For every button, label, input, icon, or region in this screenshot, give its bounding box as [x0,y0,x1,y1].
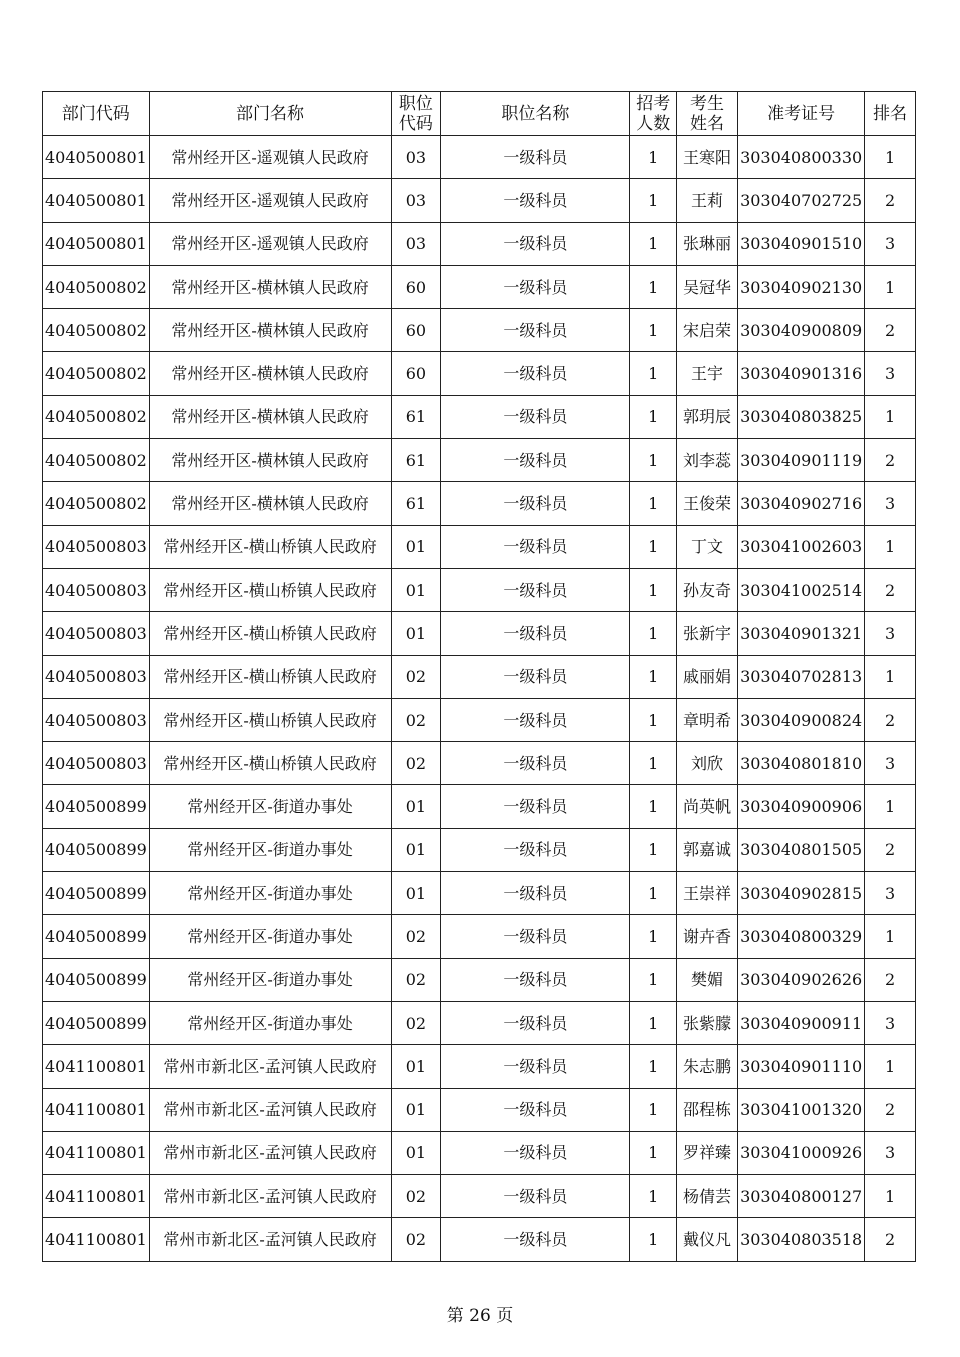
table-row [43,1218,916,1261]
cell-dept-code: 4040500803 [43,698,150,741]
cell-exam-no: 303040902815 [738,872,865,915]
cell-position-name: 一级科员 [441,1045,630,1088]
cell-position-name: 一级科员 [441,309,630,352]
table-row [43,742,916,785]
cell-position-name: 一级科员 [441,482,630,525]
cell-position-name: 一级科员 [441,568,630,611]
header-position-name: 职位名称 [441,92,630,136]
cell-position-name: 一级科员 [441,915,630,958]
cell-rank: 3 [865,612,916,655]
cell-position-code: 01 [391,785,441,828]
header-position-code-line1: 职位 [398,93,433,114]
cell-dept-code: 4040500899 [43,958,150,1001]
table-row [43,698,916,741]
cell-position-name: 一级科员 [441,698,630,741]
cell-position-name: 一级科员 [441,1218,630,1261]
cell-dept-name: 常州经开区-遥观镇人民政府 [149,222,391,265]
header-candidate-name [677,92,738,136]
cell-quota: 1 [630,525,677,568]
cell-position-code: 61 [391,482,441,525]
cell-candidate-name: 樊媚 [677,958,738,1001]
cell-dept-name: 常州经开区-横山桥镇人民政府 [149,612,391,655]
cell-rank: 3 [865,872,916,915]
cell-quota: 1 [630,352,677,395]
cell-position-code: 01 [391,1088,441,1131]
cell-dept-code: 4040500802 [43,482,150,525]
cell-dept-name: 常州市新北区-孟河镇人民政府 [149,1175,391,1218]
cell-candidate-name: 王俊荣 [677,482,738,525]
table-row [43,136,916,179]
table-row [43,568,916,611]
table-row [43,958,916,1001]
cell-exam-no: 303040803518 [738,1218,865,1261]
cell-rank: 2 [865,1088,916,1131]
cell-exam-no: 303040800329 [738,915,865,958]
cell-rank: 1 [865,785,916,828]
cell-exam-no: 303040901119 [738,439,865,482]
cell-exam-no: 303040801505 [738,828,865,871]
cell-position-name: 一级科员 [441,1001,630,1044]
cell-dept-name: 常州经开区-横山桥镇人民政府 [149,698,391,741]
cell-candidate-name: 张紫朦 [677,1001,738,1044]
cell-position-name: 一级科员 [441,352,630,395]
cell-quota: 1 [630,1045,677,1088]
results-table [42,91,916,1262]
cell-exam-no: 303040902626 [738,958,865,1001]
cell-quota: 1 [630,309,677,352]
cell-dept-name: 常州经开区-横林镇人民政府 [149,482,391,525]
cell-exam-no: 303041000926 [738,1131,865,1174]
cell-position-code: 03 [391,136,441,179]
cell-exam-no: 303040901316 [738,352,865,395]
cell-dept-code: 4040500802 [43,352,150,395]
header-candidate-name-line2: 姓名 [690,113,725,134]
header-quota [630,92,677,136]
cell-rank: 2 [865,179,916,222]
cell-position-code: 02 [391,1175,441,1218]
cell-candidate-name: 张新宇 [677,612,738,655]
cell-candidate-name: 章明希 [677,698,738,741]
cell-position-code: 03 [391,222,441,265]
cell-rank: 3 [865,352,916,395]
cell-position-code: 01 [391,1045,441,1088]
cell-position-name: 一级科员 [441,1175,630,1218]
cell-position-code: 60 [391,265,441,308]
cell-dept-name: 常州经开区-遥观镇人民政府 [149,179,391,222]
cell-dept-code: 4040500801 [43,179,150,222]
cell-rank: 2 [865,828,916,871]
table-row [43,482,916,525]
table-row [43,828,916,871]
cell-position-name: 一级科员 [441,136,630,179]
cell-dept-code: 4040500801 [43,136,150,179]
cell-exam-no: 303040901510 [738,222,865,265]
header-dept-name: 部门名称 [149,92,391,136]
cell-position-name: 一级科员 [441,439,630,482]
cell-position-code: 01 [391,525,441,568]
cell-position-name: 一级科员 [441,1131,630,1174]
cell-position-code: 02 [391,958,441,1001]
cell-quota: 1 [630,439,677,482]
cell-exam-no: 303040900906 [738,785,865,828]
cell-quota: 1 [630,698,677,741]
cell-candidate-name: 邵程栋 [677,1088,738,1131]
table-row [43,525,916,568]
table-row [43,395,916,438]
cell-quota: 1 [630,482,677,525]
cell-candidate-name: 戚丽娟 [677,655,738,698]
cell-position-name: 一级科员 [441,655,630,698]
cell-dept-code: 4041100801 [43,1045,150,1088]
cell-position-code: 01 [391,568,441,611]
cell-rank: 2 [865,958,916,1001]
cell-position-code: 02 [391,698,441,741]
cell-dept-code: 4041100801 [43,1175,150,1218]
cell-position-code: 01 [391,1131,441,1174]
cell-rank: 3 [865,1131,916,1174]
cell-exam-no: 303040900911 [738,1001,865,1044]
cell-exam-no: 303040900824 [738,698,865,741]
page-number: 第 26 页 [446,1306,514,1326]
cell-dept-name: 常州市新北区-孟河镇人民政府 [149,1131,391,1174]
cell-quota: 1 [630,265,677,308]
cell-quota: 1 [630,785,677,828]
cell-candidate-name: 刘李蕊 [677,439,738,482]
cell-exam-no: 303040803825 [738,395,865,438]
table-row [43,1045,916,1088]
cell-position-code: 01 [391,828,441,871]
cell-candidate-name: 吴冠华 [677,265,738,308]
cell-rank: 2 [865,309,916,352]
cell-quota: 1 [630,179,677,222]
table-row [43,352,916,395]
table-row [43,179,916,222]
cell-exam-no: 303040800330 [738,136,865,179]
cell-candidate-name: 尚英帆 [677,785,738,828]
cell-quota: 1 [630,612,677,655]
cell-rank: 1 [865,395,916,438]
cell-candidate-name: 王宇 [677,352,738,395]
cell-dept-code: 4040500899 [43,915,150,958]
table-row [43,222,916,265]
cell-dept-name: 常州经开区-街道办事处 [149,872,391,915]
cell-dept-name: 常州市新北区-孟河镇人民政府 [149,1218,391,1261]
cell-position-name: 一级科员 [441,395,630,438]
cell-candidate-name: 王莉 [677,179,738,222]
cell-candidate-name: 孙友奇 [677,568,738,611]
header-quota-line2: 人数 [636,113,671,134]
cell-quota: 1 [630,136,677,179]
cell-candidate-name: 戴仪凡 [677,1218,738,1261]
cell-candidate-name: 郭玥辰 [677,395,738,438]
cell-candidate-name: 谢卉香 [677,915,738,958]
table-row [43,915,916,958]
table-body [43,136,916,1262]
cell-rank: 1 [865,265,916,308]
cell-exam-no: 303040702813 [738,655,865,698]
cell-quota: 1 [630,568,677,611]
table-row [43,872,916,915]
cell-candidate-name: 宋启荣 [677,309,738,352]
cell-position-name: 一级科员 [441,1088,630,1131]
cell-candidate-name: 王崇祥 [677,872,738,915]
header-rank: 排名 [865,92,916,136]
cell-quota: 1 [630,742,677,785]
cell-position-name: 一级科员 [441,222,630,265]
cell-dept-name: 常州经开区-街道办事处 [149,785,391,828]
cell-rank: 1 [865,525,916,568]
cell-quota: 1 [630,655,677,698]
cell-dept-code: 4040500802 [43,439,150,482]
cell-dept-code: 4040500802 [43,309,150,352]
cell-dept-name: 常州市新北区-孟河镇人民政府 [149,1045,391,1088]
cell-candidate-name: 郭嘉诚 [677,828,738,871]
cell-dept-name: 常州经开区-街道办事处 [149,915,391,958]
header-row [43,92,916,136]
cell-dept-name: 常州经开区-横林镇人民政府 [149,265,391,308]
cell-quota: 1 [630,395,677,438]
cell-position-name: 一级科员 [441,179,630,222]
cell-dept-code: 4040500899 [43,1001,150,1044]
cell-quota: 1 [630,958,677,1001]
cell-candidate-name: 罗祥臻 [677,1131,738,1174]
header-quota-line1: 招考 [636,93,671,114]
cell-dept-code: 4040500801 [43,222,150,265]
cell-exam-no: 303040901321 [738,612,865,655]
cell-exam-no: 303040902716 [738,482,865,525]
cell-position-code: 01 [391,872,441,915]
cell-exam-no: 303040702725 [738,179,865,222]
cell-rank: 2 [865,568,916,611]
cell-candidate-name: 张琳丽 [677,222,738,265]
header-position-code [391,92,441,136]
cell-quota: 1 [630,915,677,958]
header-position-code-line2: 代码 [398,113,433,134]
cell-position-name: 一级科员 [441,265,630,308]
cell-position-code: 02 [391,742,441,785]
table-row [43,1175,916,1218]
cell-dept-name: 常州经开区-街道办事处 [149,1001,391,1044]
cell-quota: 1 [630,1131,677,1174]
cell-position-code: 03 [391,179,441,222]
cell-rank: 3 [865,222,916,265]
cell-rank: 3 [865,1001,916,1044]
cell-position-name: 一级科员 [441,612,630,655]
cell-dept-code: 4041100801 [43,1131,150,1174]
cell-quota: 1 [630,872,677,915]
header-dept-code: 部门代码 [43,92,150,136]
cell-quota: 1 [630,1088,677,1131]
cell-dept-name: 常州经开区-横山桥镇人民政府 [149,742,391,785]
cell-quota: 1 [630,828,677,871]
cell-dept-code: 4040500899 [43,828,150,871]
cell-rank: 3 [865,482,916,525]
cell-position-code: 02 [391,1001,441,1044]
cell-position-code: 01 [391,612,441,655]
cell-dept-name: 常州经开区-横林镇人民政府 [149,352,391,395]
cell-quota: 1 [630,1001,677,1044]
cell-rank: 2 [865,439,916,482]
table-row [43,785,916,828]
cell-position-code: 60 [391,309,441,352]
cell-dept-code: 4040500803 [43,525,150,568]
cell-rank: 3 [865,742,916,785]
cell-position-code: 60 [391,352,441,395]
cell-dept-name: 常州经开区-横林镇人民政府 [149,439,391,482]
table-row [43,265,916,308]
cell-rank: 1 [865,655,916,698]
cell-rank: 1 [865,915,916,958]
cell-dept-name: 常州经开区-横山桥镇人民政府 [149,655,391,698]
cell-dept-code: 4040500803 [43,655,150,698]
cell-exam-no: 303040900809 [738,309,865,352]
cell-exam-no: 303040800127 [738,1175,865,1218]
cell-position-name: 一级科员 [441,785,630,828]
cell-dept-code: 4041100801 [43,1088,150,1131]
cell-quota: 1 [630,1218,677,1261]
cell-quota: 1 [630,222,677,265]
cell-candidate-name: 朱志鹏 [677,1045,738,1088]
cell-position-name: 一级科员 [441,525,630,568]
cell-rank: 2 [865,1218,916,1261]
cell-position-code: 02 [391,655,441,698]
cell-exam-no: 303040801810 [738,742,865,785]
cell-exam-no: 303040902130 [738,265,865,308]
cell-rank: 1 [865,1045,916,1088]
cell-dept-code: 4040500899 [43,872,150,915]
header-candidate-name-line1: 考生 [690,93,725,114]
table-row [43,439,916,482]
cell-dept-name: 常州经开区-街道办事处 [149,828,391,871]
cell-dept-name: 常州经开区-街道办事处 [149,958,391,1001]
table-row [43,1088,916,1131]
table-row [43,1001,916,1044]
header-exam-no: 准考证号 [738,92,865,136]
cell-dept-code: 4041100801 [43,1218,150,1261]
cell-dept-name: 常州经开区-横山桥镇人民政府 [149,525,391,568]
cell-dept-code: 4040500803 [43,568,150,611]
cell-quota: 1 [630,1175,677,1218]
table-row [43,1131,916,1174]
cell-rank: 1 [865,1175,916,1218]
cell-position-code: 61 [391,395,441,438]
cell-candidate-name: 王寒阳 [677,136,738,179]
cell-position-code: 02 [391,1218,441,1261]
cell-dept-code: 4040500802 [43,395,150,438]
cell-dept-code: 4040500802 [43,265,150,308]
cell-dept-code: 4040500803 [43,612,150,655]
cell-position-code: 61 [391,439,441,482]
cell-dept-name: 常州市新北区-孟河镇人民政府 [149,1088,391,1131]
cell-position-name: 一级科员 [441,872,630,915]
cell-rank: 2 [865,698,916,741]
cell-position-name: 一级科员 [441,742,630,785]
cell-dept-name: 常州经开区-横山桥镇人民政府 [149,568,391,611]
cell-dept-name: 常州经开区-横林镇人民政府 [149,309,391,352]
cell-exam-no: 303040901110 [738,1045,865,1088]
cell-position-name: 一级科员 [441,828,630,871]
table-row [43,612,916,655]
table-row [43,655,916,698]
cell-exam-no: 303041002603 [738,525,865,568]
cell-exam-no: 303041002514 [738,568,865,611]
cell-position-name: 一级科员 [441,958,630,1001]
cell-dept-code: 4040500899 [43,785,150,828]
cell-rank: 1 [865,136,916,179]
cell-candidate-name: 杨倩芸 [677,1175,738,1218]
cell-dept-code: 4040500803 [43,742,150,785]
cell-dept-name: 常州经开区-横林镇人民政府 [149,395,391,438]
cell-candidate-name: 刘欣 [677,742,738,785]
cell-candidate-name: 丁文 [677,525,738,568]
cell-exam-no: 303041001320 [738,1088,865,1131]
cell-dept-name: 常州经开区-遥观镇人民政府 [149,136,391,179]
cell-position-code: 02 [391,915,441,958]
table-row [43,309,916,352]
